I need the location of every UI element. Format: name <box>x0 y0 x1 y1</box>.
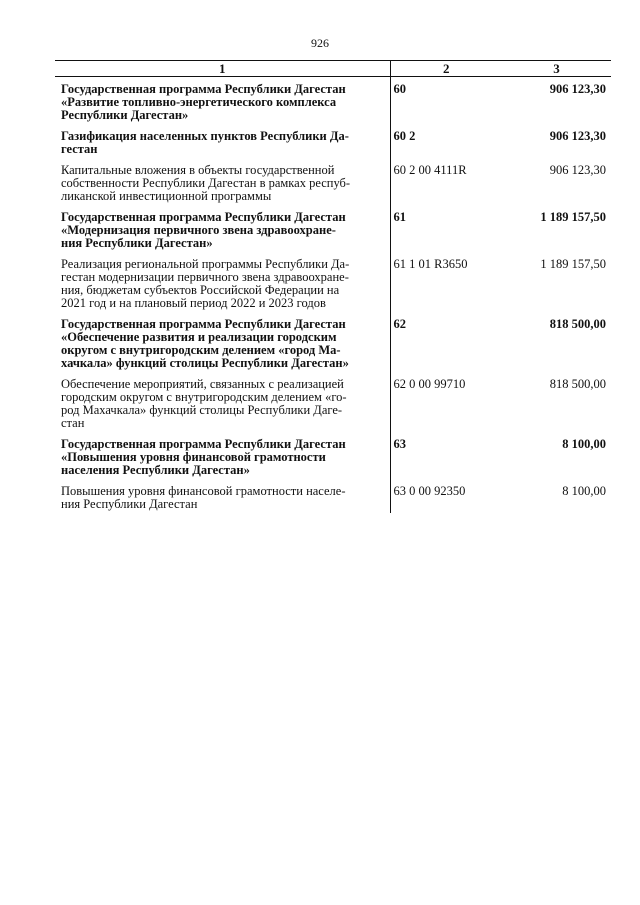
row-name-cell <box>55 130 390 164</box>
row-name-line: «Развитие топливно-энергетического комплекса <box>61 95 337 109</box>
row-name-cell <box>55 438 390 485</box>
row-name-line: Повышения уровня финансовой грамотности населе- <box>61 484 346 498</box>
row-name-line: Обеспечение мероприятий, связанных с реализацией <box>61 377 344 391</box>
row-amount-cell: 818 500,00 <box>549 317 606 331</box>
budget-table <box>55 60 611 513</box>
row-code-cell: 61 <box>390 211 502 258</box>
row-name-line: Реализация региональной программы Республики Да- <box>61 257 350 271</box>
row-amount-cell: 8 100,00 <box>562 484 606 498</box>
row-code-cell: 62 0 00 99710 <box>390 378 502 438</box>
row-name-line: ния Республики Дагестан» <box>61 236 213 250</box>
table-row <box>55 164 611 211</box>
row-code-cell: 63 <box>390 438 502 485</box>
column-header-1: 1 <box>55 61 390 77</box>
table-row <box>55 77 611 131</box>
row-name-line: Капитальные вложения в объекты государственной <box>61 163 335 177</box>
row-amount-cell: 906 123,30 <box>549 163 606 177</box>
row-name-line: Газификация населенных пунктов Республики Да- <box>61 129 349 143</box>
row-name-line: гестан модернизации первичного звена здравоохране- <box>61 270 349 284</box>
row-name-line: «Повышения уровня финансовой грамотности <box>61 450 326 464</box>
row-name-cell <box>55 77 390 131</box>
table-row <box>55 258 611 318</box>
row-name-line: округом с внутригородским делением «город Ма- <box>61 343 341 357</box>
row-name-line: «Модернизация первичного звена здравоохране- <box>61 223 336 237</box>
row-name-line: «Обеспечение развития и реализации городским <box>61 330 337 344</box>
column-header-2: 2 <box>390 61 502 77</box>
table-row <box>55 485 611 513</box>
table-row <box>55 318 611 378</box>
table-row <box>55 438 611 485</box>
column-header-3: 3 <box>502 61 611 77</box>
row-code-cell: 60 2 <box>390 130 502 164</box>
row-amount-cell: 818 500,00 <box>549 377 606 391</box>
page-number: 926 <box>311 36 329 50</box>
table-row <box>55 378 611 438</box>
row-name-line: хачкала» функций столицы Республики Дагестан» <box>61 356 349 370</box>
row-name-line: ликанской инвестиционной программы <box>61 189 272 203</box>
table-row <box>55 130 611 164</box>
row-code-cell: 62 <box>390 318 502 378</box>
row-name-line: Государственная программа Республики Дагестан <box>61 210 346 224</box>
row-name-cell <box>55 211 390 258</box>
row-name-line: ния Республики Дагестан <box>61 497 198 511</box>
row-name-cell <box>55 164 390 211</box>
row-code-cell: 60 <box>390 77 502 131</box>
row-amount-cell: 906 123,30 <box>549 82 606 96</box>
table-row <box>55 211 611 258</box>
row-name-line: собственности Республики Дагестан в рамках респуб- <box>61 176 351 190</box>
row-name-line: городским округом с внутригородским делением «го- <box>61 390 347 404</box>
row-name-line: Республики Дагестан» <box>61 108 189 122</box>
table-header-row <box>55 61 611 77</box>
row-name-line: ния, бюджетам субъектов Российской Федерации на <box>61 283 340 297</box>
row-code-cell: 61 1 01 R3650 <box>390 258 502 318</box>
row-amount-cell: 8 100,00 <box>562 437 606 451</box>
row-name-line: Государственная программа Республики Дагестан <box>61 82 346 96</box>
row-name-line: род Махачкала» функций столицы Республики Даге- <box>61 403 343 417</box>
row-code-cell: 60 2 00 4111R <box>390 164 502 211</box>
row-name-cell <box>55 258 390 318</box>
row-code-cell: 63 0 00 92350 <box>390 485 502 513</box>
row-amount-cell: 1 189 157,50 <box>540 210 606 224</box>
row-name-cell <box>55 378 390 438</box>
row-name-line: населения Республики Дагестан» <box>61 463 250 477</box>
row-name-line: Государственная программа Республики Дагестан <box>61 437 346 451</box>
row-amount-cell: 1 189 157,50 <box>540 257 606 271</box>
row-amount-cell: 906 123,30 <box>549 129 606 143</box>
row-name-line: Государственная программа Республики Дагестан <box>61 317 346 331</box>
row-name-line: стан <box>61 416 85 430</box>
row-name-line: гестан <box>61 142 98 156</box>
row-name-cell <box>55 485 390 513</box>
row-name-line: 2021 год и на плановый период 2022 и 2023 годов <box>61 296 326 310</box>
row-name-cell <box>55 318 390 378</box>
